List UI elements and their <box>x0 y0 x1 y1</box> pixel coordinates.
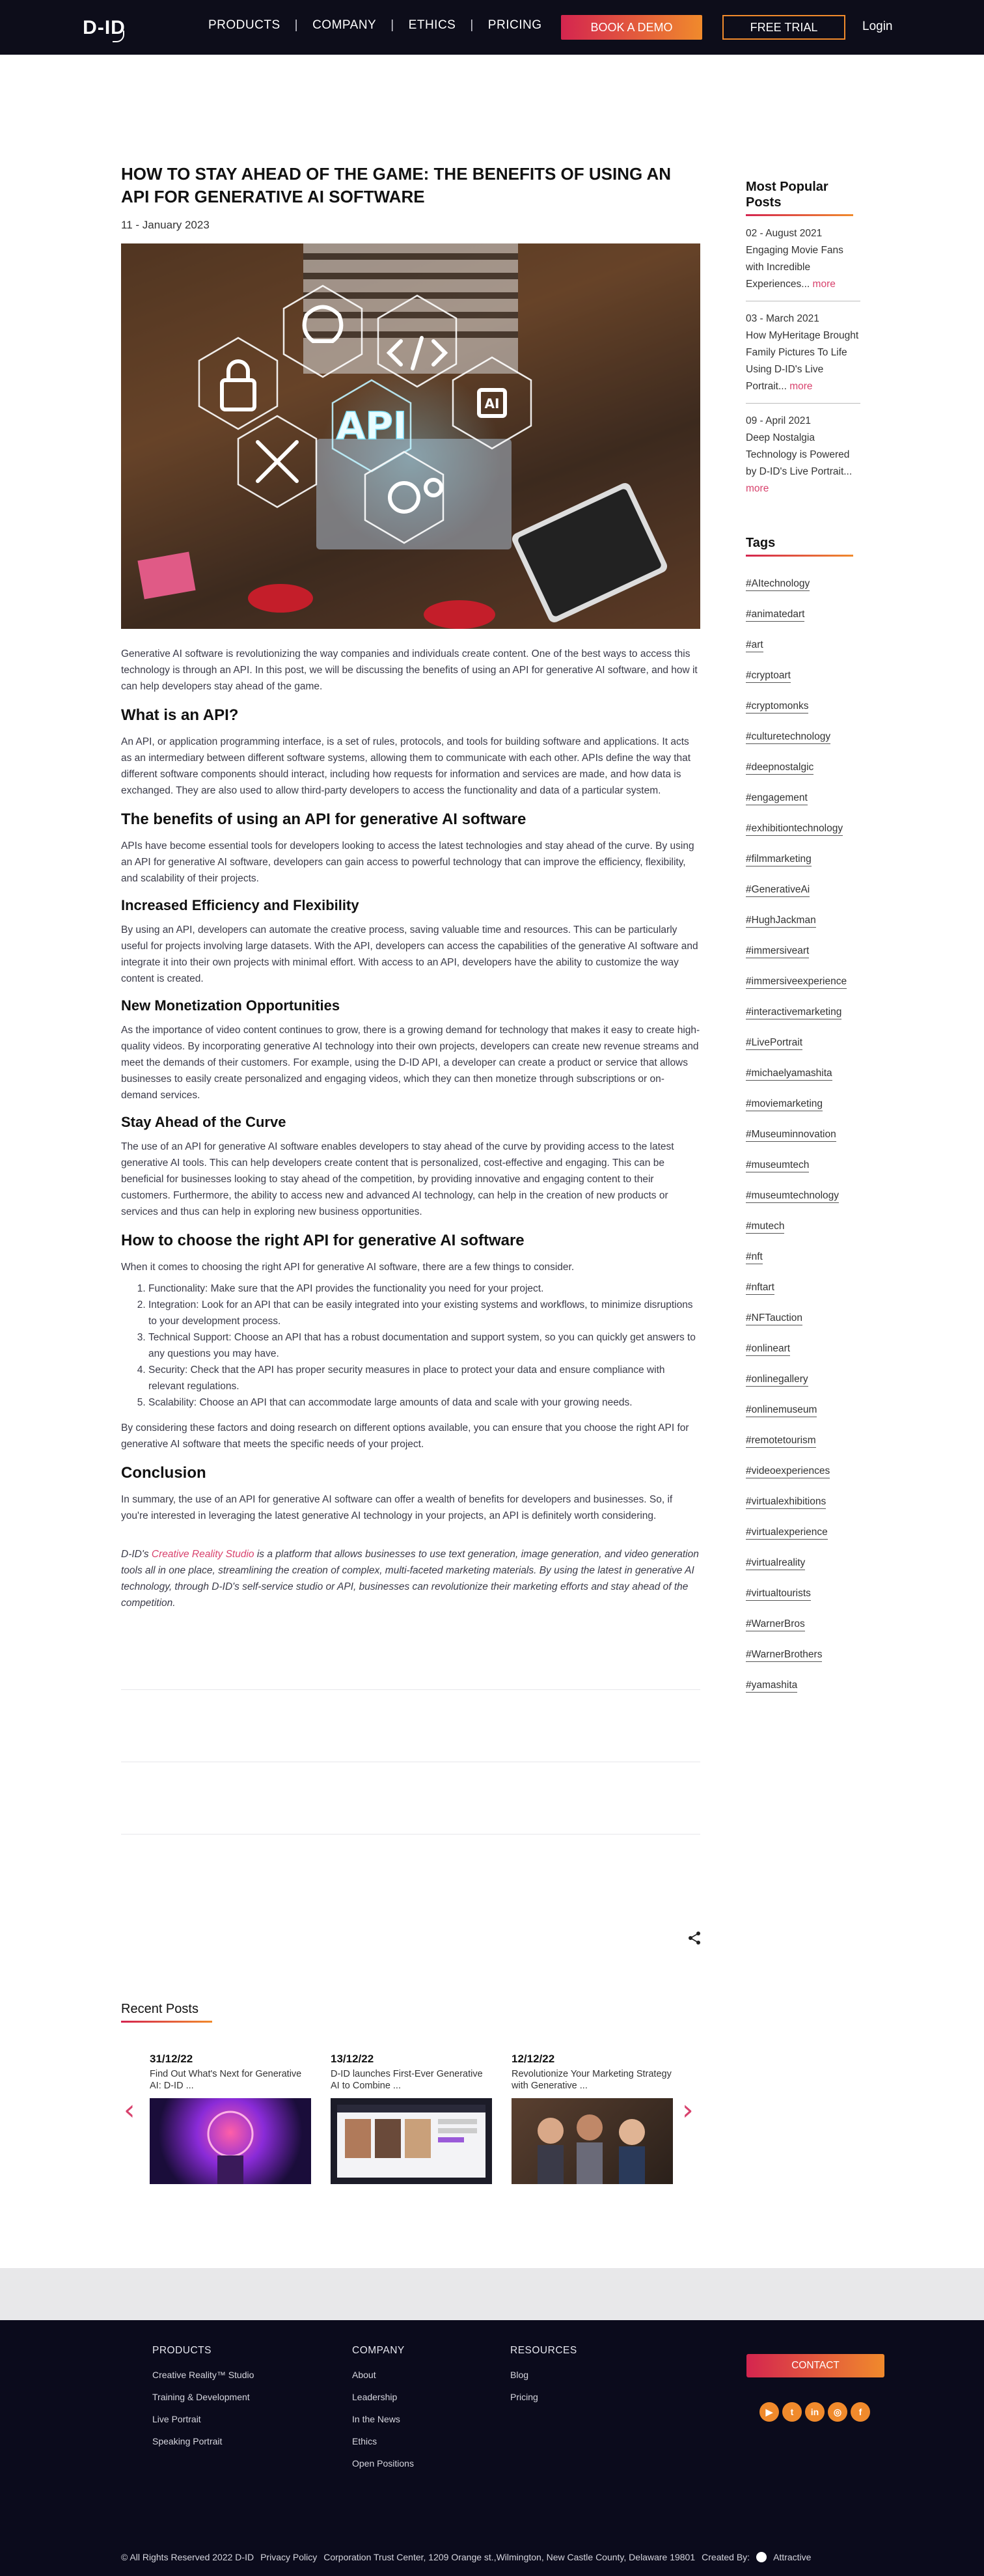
address: Corporation Trust Center, 1209 Orange st.,Wilmington, New Castle County, Delaware 19801 <box>323 2552 696 2562</box>
hero-image <box>121 243 700 629</box>
footer-resources <box>510 2345 577 2414</box>
recent-post-card[interactable] <box>150 2053 311 2184</box>
tag-link[interactable]: #immersiveart <box>746 945 809 958</box>
tag-link[interactable]: #cryptoart <box>746 669 791 683</box>
heading-conclusion: Conclusion <box>121 1464 206 1482</box>
divider <box>121 1689 700 1690</box>
logo-text: D-ID <box>83 17 126 38</box>
recent-post-title: Revolutionize Your Marketing Strategy with Generative ... <box>512 2069 672 2091</box>
list-item: 3. Technical Support: Choose an API that has a robust documentation and support system, so you can quickly get answers to any questions you may have. <box>148 1329 700 1362</box>
login-link[interactable]: Login <box>862 20 893 33</box>
intro-paragraph: Generative AI software is revolutionizing the way companies and individuals create content. One of the best ways to access this technology is through an API. In this post, we will be discussing the benefits of using an API for generative AI software, and how it can help developers stay ahead of the game. <box>121 648 698 692</box>
heading-choose: How to choose the right API for generative AI software <box>121 1232 525 1249</box>
more-link[interactable]: more <box>812 279 836 290</box>
list-item: 5. Scalability: Choose an API that can accommodate large amounts of data and scale with your growing needs. <box>148 1394 700 1411</box>
share-icon[interactable] <box>687 1931 702 1945</box>
nav-ethics[interactable]: ETHICS <box>408 18 456 32</box>
tag-link[interactable]: #onlineart <box>746 1342 790 1356</box>
article-date: 11 - January 2023 <box>121 219 210 231</box>
list-item: 4. Security: Check that the API has proper security measures in place to protect your data and ensure compliance with relevant regulations. <box>148 1362 700 1394</box>
tag-link[interactable]: #michaelyamashita <box>746 1067 832 1081</box>
tag-link[interactable]: #engagement <box>746 792 808 805</box>
facebook-icon[interactable]: f <box>851 2402 870 2422</box>
tag-link[interactable]: #WarnerBrothers <box>746 1648 822 1662</box>
tag-link[interactable]: #nft <box>746 1251 763 1264</box>
divider <box>121 1834 700 1835</box>
recent-post-date: 13/12/22 <box>331 2053 374 2065</box>
tag-link[interactable]: #culturetechnology <box>746 730 830 744</box>
tag-link[interactable]: #videoexperiences <box>746 1465 830 1478</box>
hero-ai-label: AI <box>484 396 500 411</box>
popular-post-text: Engaging Movie Fans with Incredible Experiences... <box>746 245 843 290</box>
tag-link[interactable]: #HughJackman <box>746 914 816 928</box>
nav-company[interactable]: COMPANY <box>312 18 377 32</box>
paragraph-what-is-api: An API, or application programming interface, is a set of rules, protocols, and tools for building software and applications. It acts as an intermediary between different software systems, allowing them to communicate with each other. APIs define the way that different software components should interact, including how requests for information and services are made, and how data is exchanged. They are also used to allow third-party developers to access the functionality and data of a particular system. <box>121 736 691 796</box>
tag-link[interactable]: #virtualtourists <box>746 1587 811 1601</box>
footer-link[interactable]: Speaking Portrait <box>152 2436 223 2446</box>
footer-link[interactable]: Blog <box>510 2370 529 2380</box>
footer-heading: COMPANY <box>352 2345 405 2356</box>
tag-link[interactable]: #filmmarketing <box>746 853 812 866</box>
tag-link[interactable]: #GenerativeAi <box>746 883 810 897</box>
tags-title: Tags <box>746 536 776 550</box>
agency-logo-icon <box>756 2552 767 2562</box>
recent-post-thumbnail[interactable] <box>331 2098 492 2184</box>
tag-list <box>746 577 860 1693</box>
book-demo-button[interactable]: BOOK A DEMO <box>561 15 702 40</box>
tag-link[interactable]: #remotetourism <box>746 1434 816 1448</box>
site-header <box>0 0 984 55</box>
agency-link[interactable]: Attractive <box>773 2552 812 2562</box>
tag-link[interactable]: #WarnerBros <box>746 1618 805 1631</box>
popular-post-text: How MyHeritage Brought Family Pictures To Life Using D-ID's Live Portrait... <box>746 330 859 392</box>
paragraph-monetization: As the importance of video content continues to grow, there is a growing demand for technology that makes it easy to create high-quality videos. By incorporating generative AI technology into their own projects, developers can create new revenue streams and meet the demands of their customers. For example, using the D-ID API, a developer can create a product or service that allows businesses to easily create personalized and engaging videos, which they can then monetize through subscriptions or on-demand services. <box>121 1025 700 1101</box>
tag-link[interactable]: #virtualreality <box>746 1557 805 1570</box>
tag-link[interactable]: #art <box>746 639 763 652</box>
recent-posts <box>121 2002 700 2184</box>
tag-link[interactable]: #cryptomonks <box>746 700 808 713</box>
heading-what-is-api: What is an API? <box>121 706 239 724</box>
created-by: Created By: <box>702 2552 750 2562</box>
tag-link[interactable]: #immersiveexperience <box>746 975 847 989</box>
free-trial-button[interactable]: FREE TRIAL <box>722 15 845 40</box>
contact-button[interactable]: CONTACT <box>746 2354 884 2377</box>
footer-link[interactable]: In the News <box>352 2414 400 2424</box>
creative-reality-studio-link[interactable]: Creative Reality Studio <box>151 1549 254 1560</box>
prev-arrow-icon[interactable]: ‹ <box>124 2094 135 2127</box>
tag-link[interactable]: #nftart <box>746 1281 774 1295</box>
nav-separator: | <box>470 18 474 32</box>
recent-post-title: D-ID launches First-Ever Generative AI to Combine ... <box>331 2069 483 2091</box>
logo[interactable] <box>78 9 130 47</box>
footer-heading: PRODUCTS <box>152 2345 212 2356</box>
heading-monetization: New Monetization Opportunities <box>121 997 340 1014</box>
tag-link[interactable]: #animatedart <box>746 608 804 622</box>
twitter-icon[interactable]: t <box>782 2402 802 2422</box>
tag-link[interactable]: #yamashita <box>746 1679 797 1693</box>
tag-link[interactable]: #mutech <box>746 1220 784 1234</box>
site-footer <box>0 2320 984 2576</box>
article-title: HOW TO STAY AHEAD OF THE GAME: THE BENEFITS OF USING AN API FOR GENERATIVE AI SOFTWARE <box>121 164 672 206</box>
footer-link[interactable]: Creative Reality™ Studio <box>152 2370 254 2380</box>
footer-link[interactable]: Leadership <box>352 2392 398 2402</box>
popular-post[interactable] <box>746 216 860 301</box>
footer-company <box>352 2345 414 2480</box>
heading-curve: Stay Ahead of the Curve <box>121 1114 286 1130</box>
tag-link[interactable]: #onlinemuseum <box>746 1404 817 1417</box>
heading-efficiency: Increased Efficiency and Flexibility <box>121 897 359 913</box>
recent-post-date: 31/12/22 <box>150 2053 193 2065</box>
paragraph-curve: The use of an API for generative AI software enables developers to stay ahead of the curve by providing access to the latest generative AI tools. This can help developers create content that is personalized, cost-effective and engaging. This can be beneficial for businesses looking to stay ahead of the competition, by providing innovative and engaging content to their customers. Furthermore, the ability to access new and advanced AI technology, can help in the creation of new products or services and thus can help in exploring new business opportunities. <box>121 1141 674 1217</box>
footer-link[interactable]: Open Positions <box>352 2458 414 2469</box>
popular-posts-title: Most Popular Posts <box>746 180 828 210</box>
promo-paragraph <box>121 1546 700 1611</box>
tag-link[interactable]: #onlinegallery <box>746 1373 808 1387</box>
linkedin-icon[interactable]: in <box>805 2402 825 2422</box>
tag-link[interactable]: #virtualexperience <box>746 1526 828 1540</box>
popular-post-date: 02 - August 2021 <box>746 228 823 239</box>
paragraph-conclusion: In summary, the use of an API for generative AI software can offer a wealth of benefits for developers and businesses. So, if you're interested in leveraging the latest generative AI technology in your projects, an API is definitely worth considering. <box>121 1494 673 1521</box>
more-link[interactable]: more <box>746 483 769 494</box>
hero-illustration <box>121 243 700 629</box>
recent-post-date: 12/12/22 <box>512 2053 555 2065</box>
instagram-icon[interactable]: ◎ <box>828 2402 847 2422</box>
popular-post-text: Deep Nostalgia Technology is Powered by D-ID's Live Portrait... <box>746 432 853 477</box>
footer-link[interactable]: Pricing <box>510 2392 538 2402</box>
recent-post-thumbnail[interactable] <box>512 2098 673 2184</box>
copyright: © All Rights Reserved 2022 D-ID <box>121 2552 254 2562</box>
promo-suffix: is a platform that allows businesses to use text generation, image generation, and video generation tools all in one place, streamlining the creation of complex, multi-faceted marketing materials. By using the latest in generative AI technology, through D-ID's self-service studio or API, businesses can revolutionize their marketing efforts and stay ahead of the competition. <box>121 1549 699 1609</box>
tag-link[interactable]: #deepnostalgic <box>746 761 813 775</box>
hero-api-label: API <box>336 404 407 448</box>
popular-post[interactable] <box>746 404 860 505</box>
footer-spacer <box>0 2268 984 2320</box>
recent-post-card[interactable] <box>331 2053 492 2184</box>
footer-link[interactable]: Training & Development <box>152 2392 250 2402</box>
paragraph-choose-end: By considering these factors and doing research on different options available, you can ensure that you choose the right API for generative AI software that meets the specific needs of your project. <box>121 1422 689 1450</box>
paragraph-choose: When it comes to choosing the right API for generative AI software, there are a few things to consider. <box>121 1262 575 1273</box>
promo-prefix: D-ID's <box>121 1549 152 1560</box>
tag-link[interactable]: #interactivemarketing <box>746 1006 841 1019</box>
tag-link[interactable]: #museumtech <box>746 1159 809 1172</box>
nav-separator: | <box>294 18 299 32</box>
footer-products <box>152 2345 254 2458</box>
main-nav <box>208 18 541 33</box>
popular-post-date: 03 - March 2021 <box>746 313 819 324</box>
paragraph-benefits: APIs have become essential tools for developers looking to access the latest technologies and stay ahead of the curve. By using an API for generative AI software, developers can gain access to powerful technology that can improve the efficiency, flexibility, and scalability of their projects. <box>121 840 694 884</box>
criteria-list <box>148 1281 700 1411</box>
nav-separator: | <box>390 18 394 32</box>
heading-benefits: The benefits of using an API for generative AI software <box>121 810 526 828</box>
nav-pricing[interactable]: PRICING <box>487 18 542 32</box>
recent-post-thumbnail[interactable] <box>150 2098 311 2184</box>
footer-link[interactable]: About <box>352 2370 376 2380</box>
recent-post-title: Find Out What's Next for Generative AI: D-ID ... <box>150 2069 302 2091</box>
nav-products[interactable]: PRODUCTS <box>208 18 280 32</box>
recent-post-card[interactable] <box>512 2053 673 2184</box>
tag-link[interactable]: #virtualexhibitions <box>746 1495 826 1509</box>
privacy-policy-link[interactable]: Privacy Policy <box>260 2552 318 2562</box>
footer-link[interactable]: Live Portrait <box>152 2414 201 2424</box>
youtube-icon[interactable]: ▶ <box>759 2402 779 2422</box>
list-item: 2. Integration: Look for an API that can be easily integrated into your existing systems and workflows, to minimize disruptions to your development process. <box>148 1297 700 1329</box>
footer-bottom <box>121 2552 811 2562</box>
recent-posts-title: Recent Posts <box>121 2002 198 2016</box>
popular-post-date: 09 - April 2021 <box>746 415 811 426</box>
social-links <box>759 2402 870 2422</box>
popular-post[interactable] <box>746 301 860 404</box>
footer-heading: RESOURCES <box>510 2345 577 2356</box>
paragraph-efficiency: By using an API, developers can automate the creative process, saving valuable time and resources. This can be particularly useful for projects involving large datasets. With the API, developers can access the capabilities of the generative AI software and integrate it into their own projects with minimal effort. With access to an API, developers have the ability to customize the way content is created. <box>121 924 698 984</box>
tag-link[interactable]: #exhibitiontechnology <box>746 822 843 836</box>
tag-link[interactable]: #NFTauction <box>746 1312 802 1325</box>
tag-link[interactable]: #Museuminnovation <box>746 1128 836 1142</box>
article <box>121 163 700 1835</box>
sidebar <box>746 179 860 1710</box>
tag-link[interactable]: #museumtechnology <box>746 1189 839 1203</box>
tag-link[interactable]: #LivePortrait <box>746 1036 802 1050</box>
tag-link[interactable]: #AItechnology <box>746 577 810 591</box>
tag-link[interactable]: #moviemarketing <box>746 1098 823 1111</box>
next-arrow-icon[interactable]: › <box>682 2094 694 2127</box>
footer-link[interactable]: Ethics <box>352 2436 377 2446</box>
list-item: 1. Functionality: Make sure that the API provides the functionality you need for your project. <box>148 1281 700 1297</box>
more-link[interactable]: more <box>789 381 813 392</box>
